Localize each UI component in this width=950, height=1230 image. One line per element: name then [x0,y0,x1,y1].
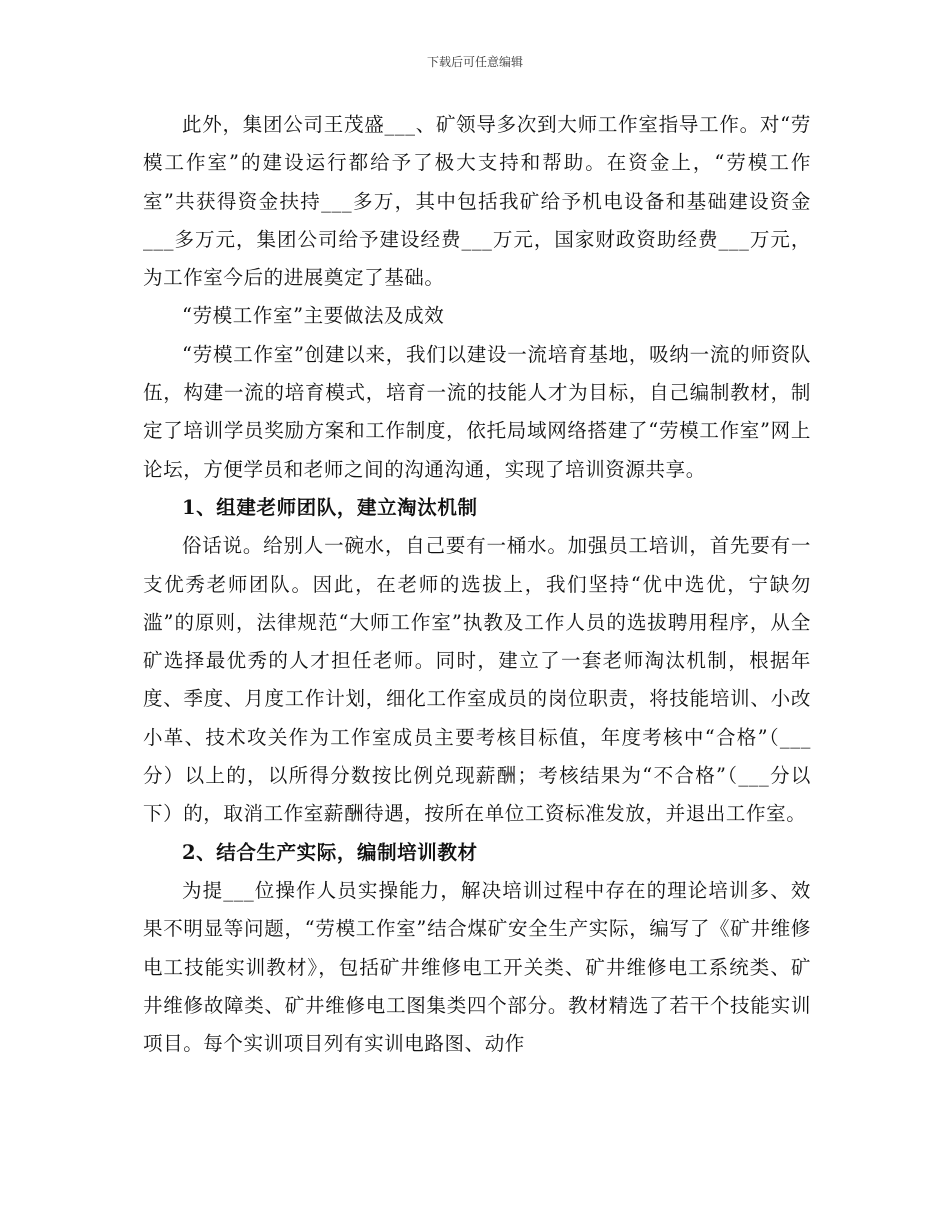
page-header: 下载后可任意编辑 [426,55,523,69]
paragraph-teacher-team: 俗话说。给别人一碗水，自己要有一桶水。加强员工培训，首先要有一支优秀老师团队。因此，在老师的选拔上，我们坚持“优中选优，宁缺勿滥”的原则，法律规范“大师工作室”执教及工作人员的选拔聘用程序，从全矿选择最优秀的人才担任老师。同时，建立了一套老师淘汰机制，根据年度、季度、月度工作计划，细化工作室成员的岗位职责，将技能培训、小改小革、技术攻关作为工作室成员主要考核目标值，年度考核中“合格”（___分）以上的，以所得分数按比例兑现薪酬；考核结果为“不合格”（___分以下）的，取消工作室薪酬待遇，按所在单位工资标准发放，并退出工作室。 [143,534,811,826]
paragraph-training-materials: 为提___位操作人员实操能力，解决培训过程中存在的理论培训多、效果不明显等问题，“劳模工作室”结合煤矿安全生产实际，编写了《矿井维修电工技能实训教材》，包括矿井维修电工开关类、矿井维修电工系统类、矿井维修故障类、矿井维修电工图集类四个部分。教材精选了若干个技能实训项目。每个实训项目列有实训电路图、动作 [143,878,811,1056]
heading-training-materials: 2、结合生产实际，编制培训教材 [182,840,478,864]
paragraph-overview: “劳模工作室”创建以来，我们以建设一流培育基地，吸纳一流的师资队伍，构建一流的培育模式，培育一流的技能人才为目标，自己编制教材，制定了培训学员奖励方案和工作制度，依托局域网络搭建了“劳模工作室”网上论坛，方便学员和老师之间的沟通沟通，实现了培训资源共享。 [143,342,811,481]
document-body [143,106,811,1063]
heading-teacher-team: 1、组建老师团队，建立淘汰机制 [182,495,478,519]
paragraph-funding: 此外，集团公司王茂盛___、矿领导多次到大师工作室指导工作。对“劳模工作室”的建设运行都给予了极大支持和帮助。在资金上，“劳模工作室”共获得资金扶持___多万，其中包括我矿给予机电设备和基础建设资金___多万元，集团公司给予建设经费___万元，国家财政资助经费___万元，为工作室今后的进展奠定了基础。 [143,113,811,290]
section-title-methods: “劳模工作室”主要做法及成效 [182,304,445,328]
